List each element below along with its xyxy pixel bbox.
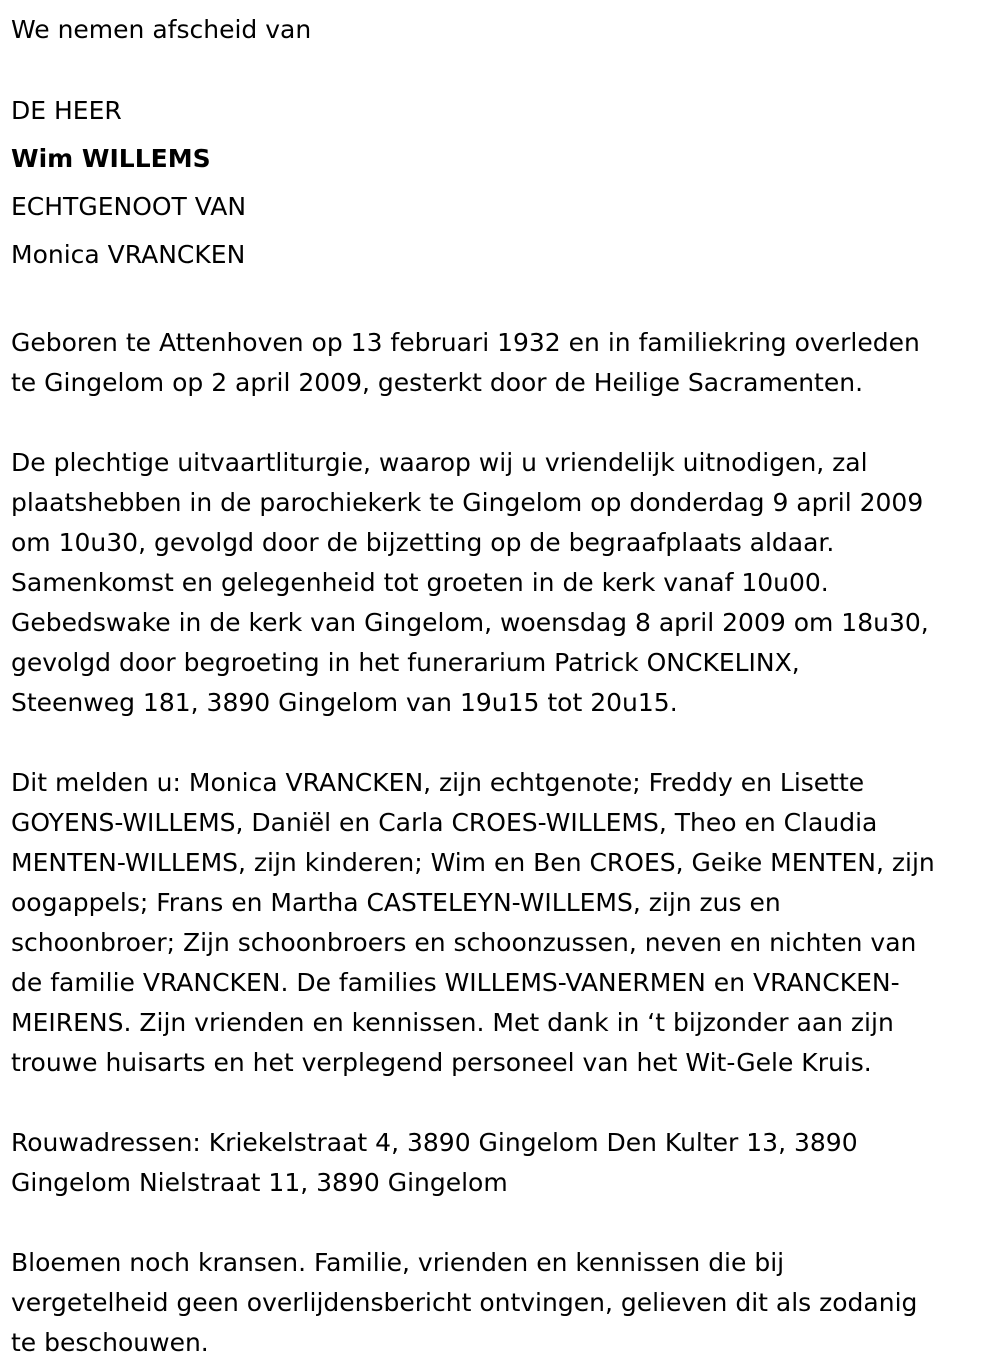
paragraph-line: Rouwadressen: Kriekelstraat 4, 3890 Gingelom Den Kulter 13, 3890 bbox=[11, 1128, 858, 1157]
paragraph-line: Steenweg 181, 3890 Gingelom van 19u15 tot 20u15. bbox=[11, 688, 678, 717]
flowers-paragraph bbox=[11, 1243, 990, 1363]
paragraph-line: schoonbroer; Zijn schoonbroers en schoonzussen, neven en nichten van bbox=[11, 928, 917, 957]
paragraph-line: Gebedswake in de kerk van Gingelom, woensdag 8 april 2009 om 18u30, bbox=[11, 608, 929, 637]
paragraph-line: te beschouwen. bbox=[11, 1328, 209, 1357]
paragraph-line: MEIRENS. Zijn vrienden en kennissen. Met dank in ‘t bijzonder aan zijn bbox=[11, 1008, 894, 1037]
paragraph-line: Bloemen noch kransen. Familie, vrienden en kennissen die bij bbox=[11, 1248, 785, 1277]
paragraph-line: trouwe huisarts en het verplegend personeel van het Wit-Gele Kruis. bbox=[11, 1048, 872, 1077]
birth-paragraph bbox=[11, 323, 990, 403]
paragraph-line: oogappels; Frans en Martha CASTELEYN-WILLEMS, zijn zus en bbox=[11, 888, 781, 917]
paragraph-line: MENTEN-WILLEMS, zijn kinderen; Wim en Ben CROES, Geike MENTEN, zijn bbox=[11, 848, 935, 877]
paragraph-line: vergetelheid geen overlijdensbericht ontvingen, gelieven dit als zodanig bbox=[11, 1288, 918, 1317]
paragraph-line: te Gingelom op 2 april 2009, gesterkt door de Heilige Sacramenten. bbox=[11, 368, 864, 397]
paragraph-line: om 10u30, gevolgd door de bijzetting op de begraafplaats aldaar. bbox=[11, 528, 835, 557]
paragraph-line: Dit melden u: Monica VRANCKEN, zijn echtgenote; Freddy en Lisette bbox=[11, 768, 865, 797]
paragraph-line: Geboren te Attenhoven op 13 februari 1932 en in familiekring overleden bbox=[11, 328, 920, 357]
addresses-paragraph bbox=[11, 1123, 990, 1203]
paragraph-line: gevolgd door begroeting in het funerarium Patrick ONCKELINX, bbox=[11, 648, 800, 677]
paragraph-line: plaatshebben in de parochiekerk te Gingelom op donderdag 9 april 2009 bbox=[11, 488, 924, 517]
paragraph-line: Samenkomst en gelegenheid tot groeten in de kerk vanaf 10u00. bbox=[11, 568, 829, 597]
paragraph-line: Gingelom Nielstraat 11, 3890 Gingelom bbox=[11, 1168, 508, 1197]
title-text: DE HEER bbox=[11, 96, 122, 125]
paragraph-line: de familie VRANCKEN. De families WILLEMS-VANERMEN en VRANCKEN- bbox=[11, 968, 900, 997]
paragraph-line: GOYENS-WILLEMS, Daniël en Carla CROES-WILLEMS, Theo en Claudia bbox=[11, 808, 878, 837]
spouse-name: Monica VRANCKEN bbox=[11, 240, 246, 269]
funeral-paragraph bbox=[11, 443, 990, 723]
intro-text: We nemen afscheid van bbox=[11, 15, 312, 44]
paragraph-line: De plechtige uitvaartliturgie, waarop wij u vriendelijk uitnodigen, zal bbox=[11, 448, 868, 477]
deceased-name: Wim WILLEMS bbox=[11, 144, 211, 173]
family-paragraph bbox=[11, 763, 990, 1083]
relation-text: ECHTGENOOT VAN bbox=[11, 192, 247, 221]
